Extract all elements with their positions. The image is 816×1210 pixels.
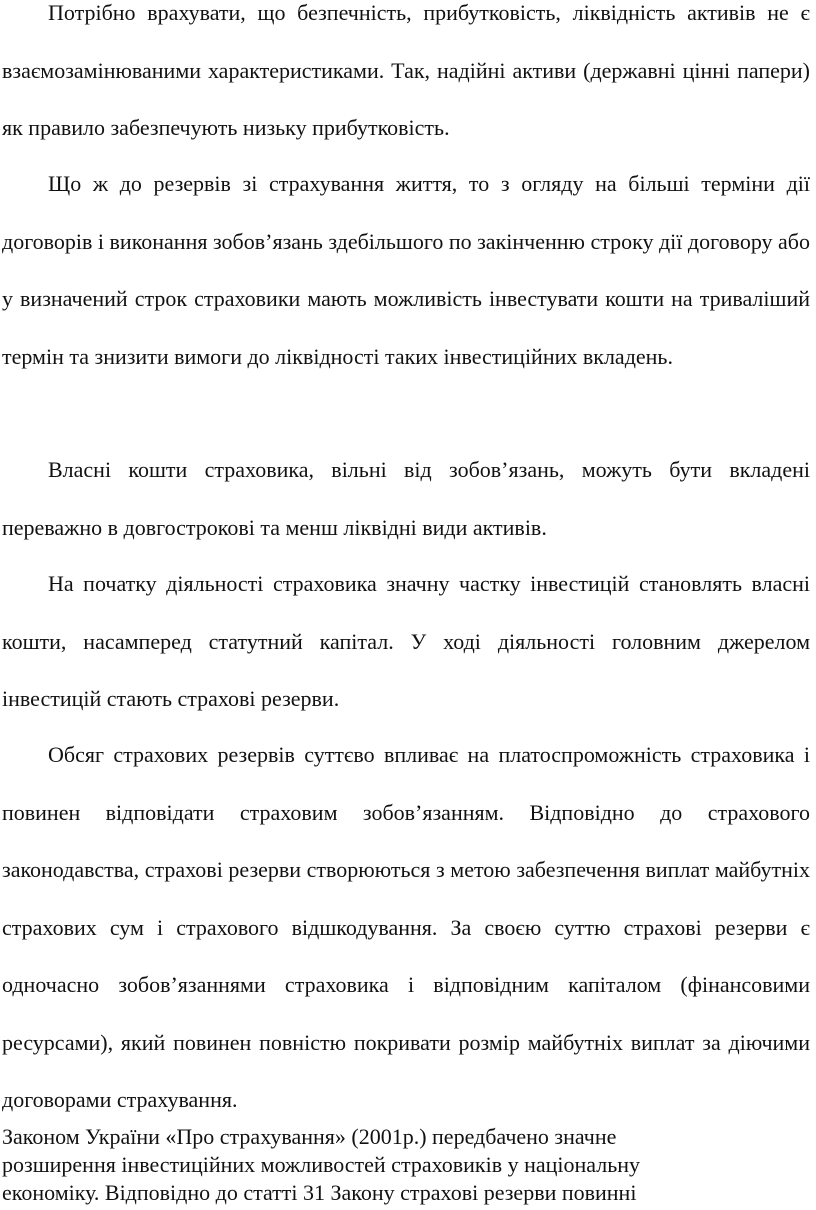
paragraph-own-funds: Власні кошти страховика, вільні від зобов’язань, можуть бути вкладені переважно в довгострокові та менш ліквідні види активів. [2,457,810,540]
paragraph-insurance-reserves: Обсяг страхових резервів суттєво впливає на платоспроможність страховика і повинен відповідати страховим зобов’язанням. Відповідно до страхового законодавства, страхові резерви створюються з метою забезпечення виплат майбутніх страхових сум і страхового відшкодування. За своєю суттю страхові резерви є одночасно зобов’язаннями страховика і відповідним капіталом (фінансовими ресурсами), який повинен повністю покривати розмір майбутніх виплат за діючими договорами страхування. [2,742,810,1112]
paragraph-liquidity: Потрібно врахувати, що безпечність, прибутковість, ліквідність активів не є взаємозамінюваними характеристиками. Так, надійні активи (державні цінні папери) як правило забезпечують низьку прибутковість. [2,0,810,140]
paragraph-investment-sources: На початку діяльності страховика значну частку інвестицій становлять власні кошти, насамперед статутний капітал. У ході діяльності головним джерелом інвестицій стають страхові резерви. [2,571,810,711]
paragraph-life-insurance-reserves: Що ж до резервів зі страхування життя, то з огляду на більші терміни дії договорів і виконання зобов’язань здебільшого по закінченню строку дії договору або у визначений строк страховики мають можливість інвестувати кошти на триваліший термін та знизити вимоги до ліквідності таких інвестиційних вкладень. [2,171,810,369]
paragraph-law-on-insurance: Законом України «Про страхування» (2001р.) передбачено значне розширення інвестиційних можливостей страховиків у національну економіку. Відповідно до статті 31 Закону страхові резерви повинні [2,1124,641,1205]
